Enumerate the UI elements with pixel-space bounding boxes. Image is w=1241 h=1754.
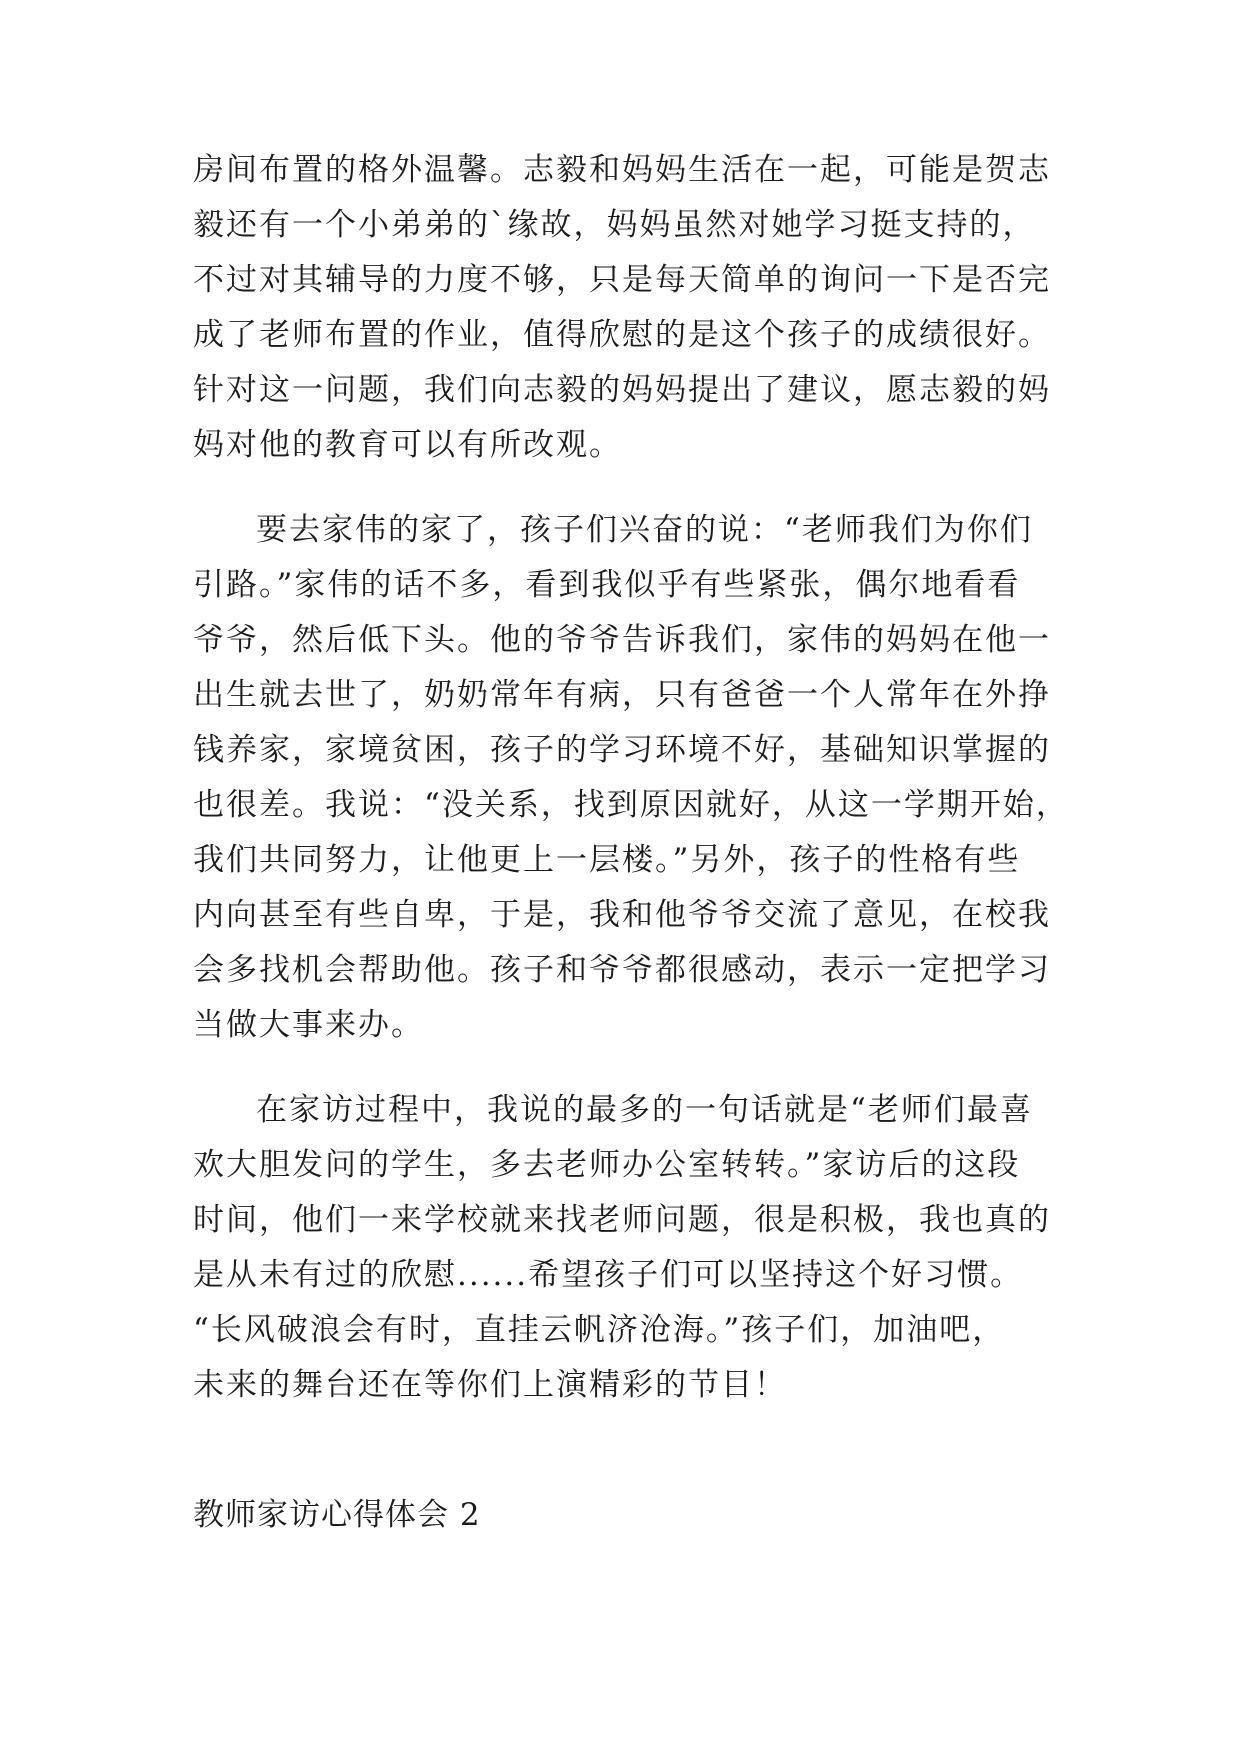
paragraph-3-line-2: 欢大胆发问的学生，多去老师办公室转转。”家访后的这段 xyxy=(193,1147,1021,1183)
paragraph-3-line-1: 在家访过程中，我说的最多的一句话就是“老师们最喜 xyxy=(256,1092,1033,1128)
paragraph-3-line-3: 时间，他们一来学校就来找老师问题，很是积极，我也真的 xyxy=(193,1202,1051,1238)
paragraph-2-line-10: 当做大事来办。 xyxy=(193,1007,424,1043)
paragraph-3-line-6: 未来的舞台还在等你们上演精彩的节目！ xyxy=(193,1367,787,1403)
paragraph-3-line-5: “长风破浪会有时，直挂云帆济沧海。”孩子们，加油吧， xyxy=(193,1312,1006,1348)
paragraph-2-line-6: 也很差。我说：“没关系，找到原因就好，从这一学期开始， xyxy=(193,787,1069,823)
paragraph-2-line-4: 出生就去世了，奶奶常年有病，只有爸爸一个人常年在外挣 xyxy=(193,677,1051,713)
paragraph-2-line-7: 我们共同努力，让他更上一层楼。”另外，孩子的性格有些 xyxy=(193,842,1021,878)
paragraph-2-line-3: 爷爷，然后低下头。他的爷爷告诉我们，家伟的妈妈在他一 xyxy=(193,622,1051,658)
paragraph-2-line-8: 内向甚至有些自卑，于是，我和他爷爷交流了意见，在校我 xyxy=(193,897,1051,933)
paragraph-2-line-9: 会多找机会帮助他。孩子和爷爷都很感动，表示一定把学习 xyxy=(193,952,1051,988)
paragraph-3-line-4: 是从未有过的欣慰......希望孩子们可以坚持这个好习惯。 xyxy=(193,1257,1024,1293)
paragraph-2-line-1: 要去家伟的家了，孩子们兴奋的说：“老师我们为你们 xyxy=(256,512,1033,548)
paragraph-1-line-5: 针对这一问题，我们向志毅的妈妈提出了建议，愿志毅的妈 xyxy=(193,372,1051,408)
paragraph-2-line-5: 钱养家，家境贫困，孩子的学习环境不好，基础知识掌握的 xyxy=(193,732,1051,768)
paragraph-1-line-4: 成了老师布置的作业，值得欣慰的是这个孩子的成绩很好。 xyxy=(193,317,1051,353)
paragraph-1-line-1: 房间布置的格外温馨。志毅和妈妈生活在一起，可能是贺志 xyxy=(193,152,1051,188)
paragraph-2-line-2: 引路。”家伟的话不多，看到我似乎有些紧张，偶尔地看看 xyxy=(193,567,1021,603)
section-heading: 教师家访心得体会 2 xyxy=(193,1497,481,1533)
paragraph-1-line-6: 妈对他的教育可以有所改观。 xyxy=(193,427,622,463)
paragraph-1-line-2: 毅还有一个小弟弟的`缘故，妈妈虽然对她学习挺支持的， xyxy=(193,207,1036,243)
paragraph-1-line-3: 不过对其辅导的力度不够，只是每天简单的询问一下是否完 xyxy=(193,262,1051,298)
